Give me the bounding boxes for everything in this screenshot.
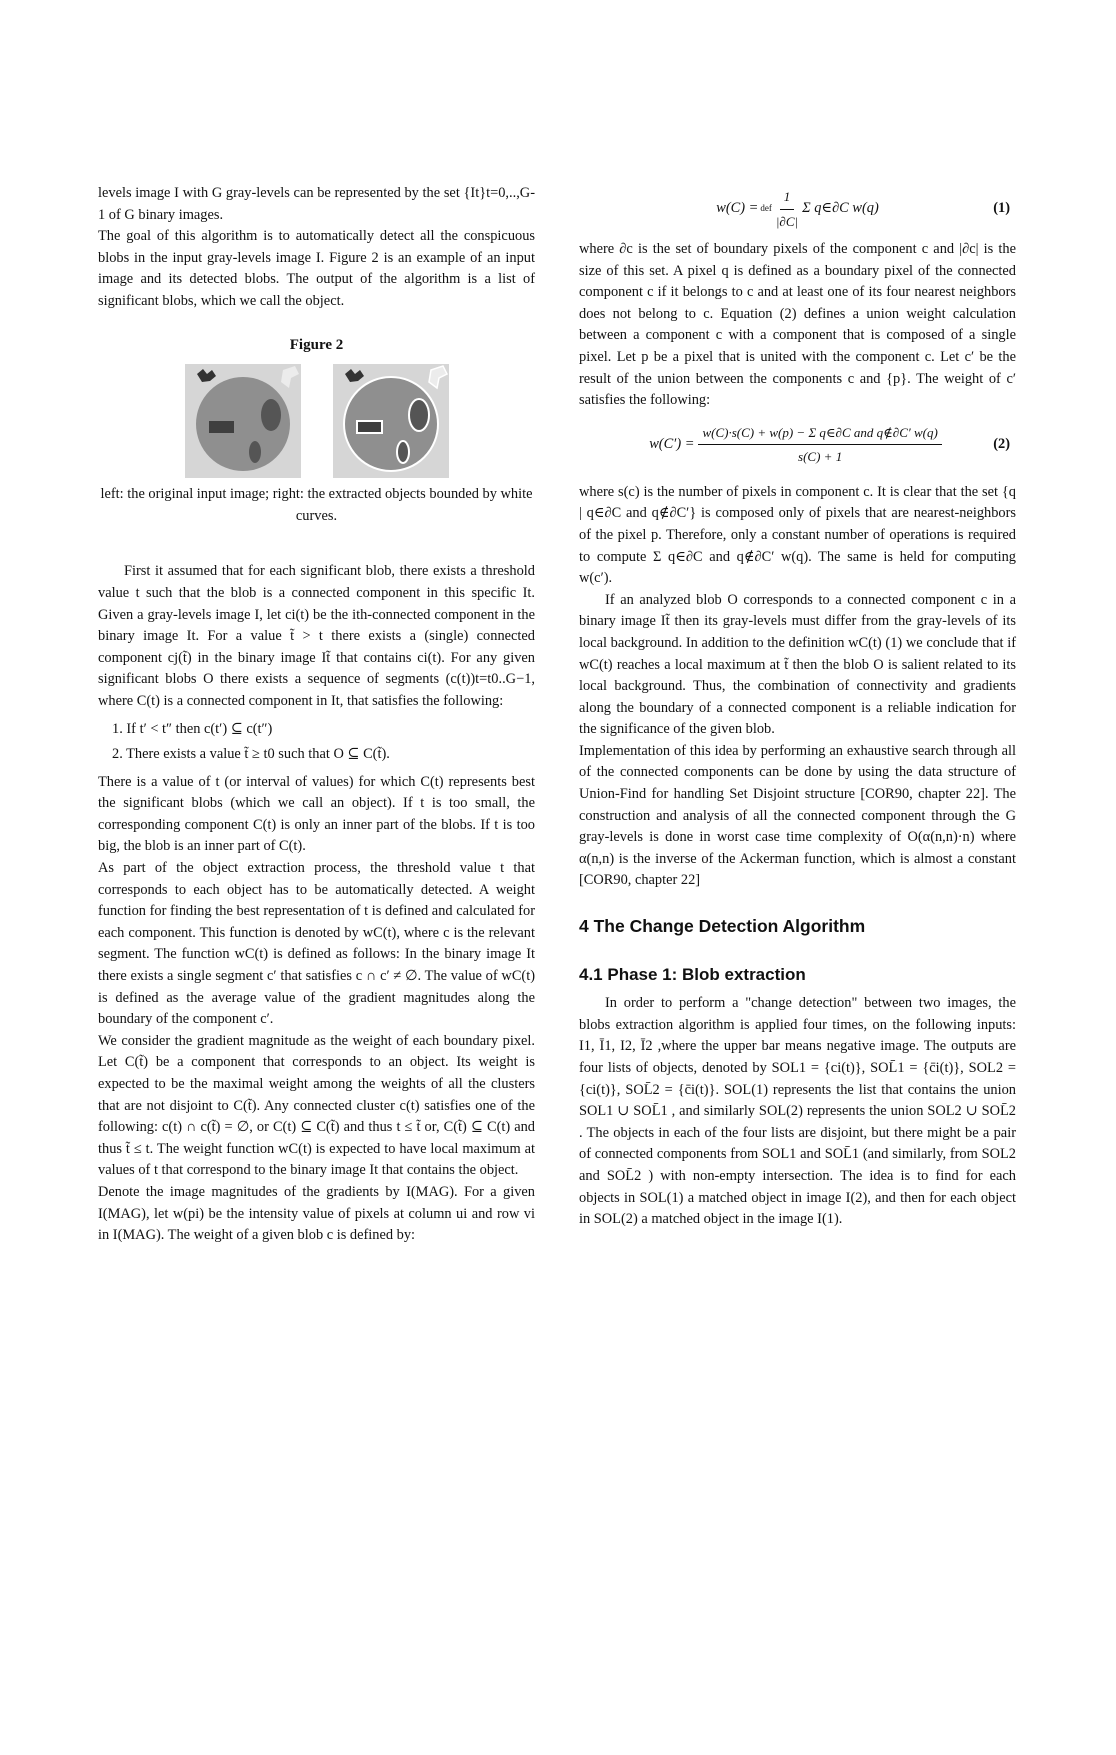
paragraph: Denote the image magnitudes of the gradients by I(MAG). For a given I(MAG), let w(pi) be the intensity value of pixels at column ui and row vi in I(MAG). The weight of a given blob c is defined by: xyxy=(98,1183,535,1244)
paragraph: There is a value of t (or interval of values) for which C(t) represents best the significant blobs (which we call an object). If t is too small, the corresponding component C(t) is only an inner part of the blobs. If t is too big, the blob is an inner part of C(t). xyxy=(98,773,535,855)
eq1-numerator: 1 xyxy=(780,186,795,210)
subsection-heading: 4.1 Phase 1: Blob extraction xyxy=(579,964,806,984)
paragraph: In order to perform a "change detection" between two images, the blobs extraction algorithm is applied four times, on the following inputs: I1, Ī1, I2, Ī2 ,where the upper bar means negative image. The outputs are four lists of objects, denoted by SOL1 = {ci(t)}, SOL̄1 = {c̄i(t)}, SOL2 = {ci(t)}, SOL̄2 = {c̄i(t)}. SOL(1) represents the list that contains the union SOL1 ∪ SOL̄1 , and similarly SOL(2) represents the union SOL2 ∪ SOL̄2 . The objects in each of the four lists are disjoint, but there might be a pair of connected components from SOL1 and SOL̄1 (and similarly, from SOL2 and SOL̄2 ) with non-empty intersection. The idea is to find for each objects in SOL(1) a matched object in image I(2), and then for each object in SOL(2) a matched object in the image I(1). xyxy=(579,995,1016,1228)
eq1-label: (1) xyxy=(993,200,1010,217)
paragraph: We consider the gradient magnitude as the weight of each boundary pixel. Let C(t̃) be a component that corresponds to an object. Its weight is expected to be the maximal weight among the weights of all the clusters that are not disjoint to C(t̃). Any connected cluster c(t) satisfies one of the following: c(t) ∩ c(t̃) = ∅, or C(t) ⊆ C(t̃) and thus t ≤ t̃ or, C(t̃) ⊆ C(t) and thus t̃ ≤ t. The weight function wC(t) is expected to have local maximum at values of t that correspond to the binary image It that contains the object. xyxy=(98,1032,535,1179)
paragraph: The goal of this algorithm is to automatically detect all the conspicuous blobs in the input gray-levels image I. Figure 2 is an example of an input image and its detected blobs. The output of the algorithm is a list of significant blobs, which we call the object. xyxy=(98,228,535,309)
original-input-image xyxy=(185,364,301,478)
eq1-lhs: w(C) = xyxy=(716,200,759,217)
extracted-objects-image xyxy=(333,364,449,478)
eq1-denominator: |∂C| xyxy=(775,213,799,229)
paragraph: where s(c) is the number of pixels in component c. It is clear that the set {q | q∈∂C and q∉∂C′} is composed only of pixels that are nearest-neighbors of the pixel p. Therefore, only a constant number of operations is required to compute Σ q∈∂C and q∉∂C′ w(q). The same is held for computing w(c′). xyxy=(579,483,1016,587)
left-column xyxy=(98,183,535,1247)
eq2-label: (2) xyxy=(993,435,1010,452)
condition-list xyxy=(112,719,535,766)
paragraph: If an analyzed blob O corresponds to a connected component c in a binary image It̃ then its gray-levels must differ from the gray-levels of its local background. In addition to the definition wC(t) (1) we conclude that if wC(t) reaches a local maximum at t̃ then the blob O is salient related to its local background. Thus, the combination of connectivity and gradients along the boundary of a connected component is a reliable indication for the significance of the given blob. xyxy=(579,591,1016,738)
eq2-denominator: s(C) + 1 xyxy=(798,449,843,465)
eq1-fraction xyxy=(776,186,798,232)
eq2-lhs: w(C′) = xyxy=(649,435,695,452)
eq2-numerator: w(C)·s(C) + w(p) − Σ q∈∂C and q∉∂C′ w(q) xyxy=(698,422,941,446)
figure-title: Figure 2 xyxy=(289,336,344,353)
section-heading: 4 The Change Detection Algorithm xyxy=(579,916,866,937)
equation-1 xyxy=(579,187,1016,231)
list-item: 1. If t′ < t″ then c(t′) ⊆ c(t″) xyxy=(112,720,273,737)
equation-2 xyxy=(579,416,1016,474)
list-item: 2. There exists a value t̃ ≥ t0 such that O ⊆ C(t̃). xyxy=(112,746,390,763)
paragraph: As part of the object extraction process, the threshold value t that corresponds to each object has to be automatically detected. A weight function for finding the best representation of t is defined and calculated for each component. This function is denoted by wC(t), where c is the relevant segment. The function wC(t) is defined as follows: In the binary image It there exists a single segment c′ that satisfies c ∩ c′ ≠ ∅. The value of wC(t) is defined as the average value of the gradient magnitudes along the boundary of the component c′. xyxy=(98,860,535,1028)
eq1-sum: Σ q∈∂C w(q) xyxy=(802,200,879,217)
paragraph: levels image I with G gray-levels can be represented by the set {It}t=0,..,G-1 of G binary images. xyxy=(98,185,535,223)
paragraph: Implementation of this idea by performing an exhaustive search through all of the connected components can be done by using the data structure of Union-Find for handling Set Disjoint structure [COR90, chapter 22]. The construction and analysis of all the connected component through the G gray-levels is done in worst case time complexity of O(α(n,n)·n) where α(n,n) is the inverse of the Ackerman function, which is almost a constant [COR90, chapter 22] xyxy=(579,742,1016,889)
figure-images xyxy=(98,364,535,478)
eq2-fraction xyxy=(698,422,941,468)
paragraph: First it assumed that for each significant blob, there exists a threshold value t such that the blob is a connected component in this specific It. Given a gray-levels image I, let ci(t) be the ith-connected component in the binary image It. For a value t̃ > t there exists a (single) connected component cj(t̃) in the binary image It̃ that contains ci(t). For any given significant blobs O there exists a sequence of segments (c(t))t=t0..G−1, where C(t) is a connected component in It, that satisfies the following: xyxy=(98,563,535,709)
right-column xyxy=(579,183,1016,1231)
figure-caption: left: the original input image; right: the extracted objects bounded by white curves. xyxy=(100,486,533,524)
eq1-def: def xyxy=(760,203,772,214)
paragraph: where ∂c is the set of boundary pixels of the component c and |∂c| is the size of this set. A pixel q is defined as a boundary pixel of the connected component c if it belongs to c and at least one of its four nearest neighbors does not belong to c. Equation (2) defines a union weight calculation between a component c with a component that is composed of a single pixel. Let p be a pixel that is united with the component c. Let c′ be the result of the union between the components c and {p}. The weight of c′ satisfies the following: xyxy=(579,241,1016,409)
